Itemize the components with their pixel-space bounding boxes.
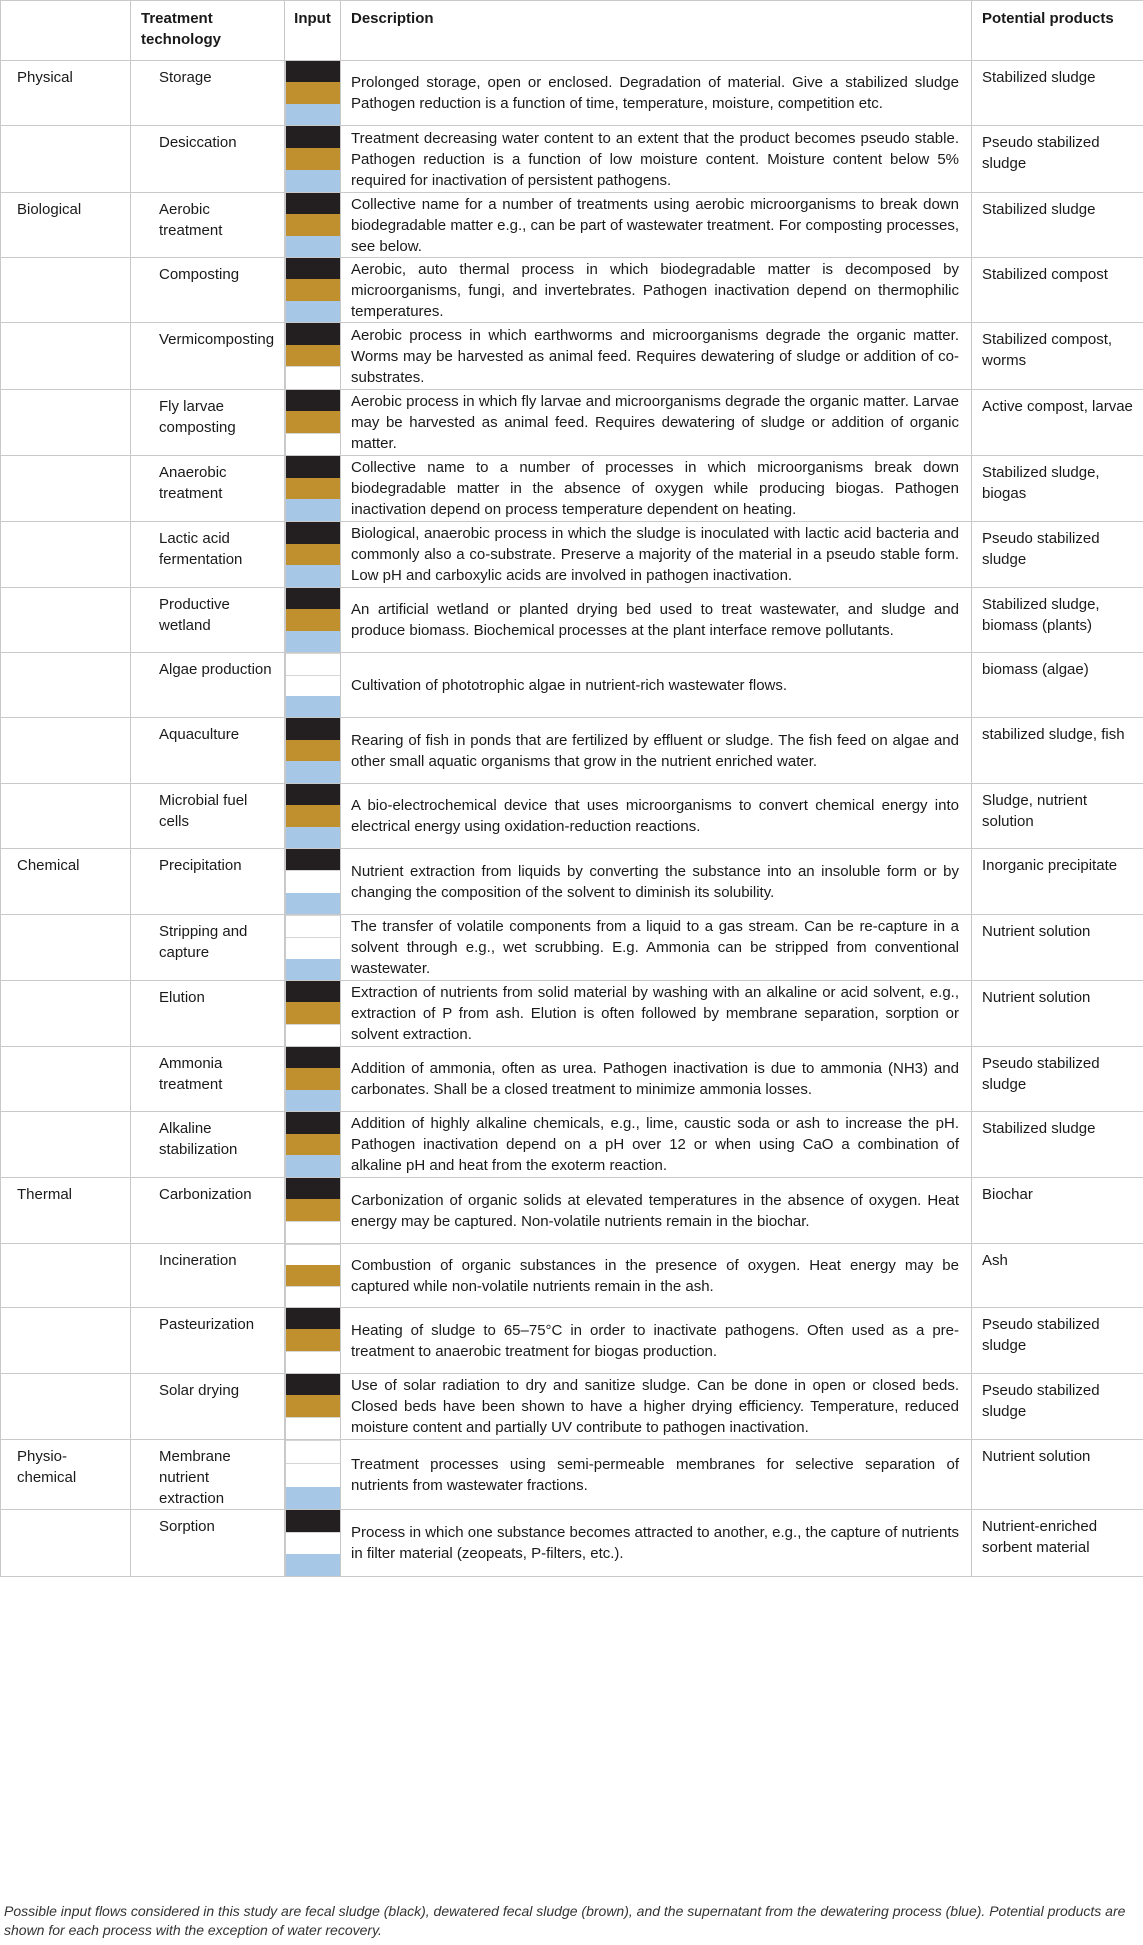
table-row — [1, 588, 1143, 653]
products-cell: Stabilized sludge — [972, 1112, 1143, 1178]
category-cell — [1, 1374, 131, 1440]
input-flow-indicator — [285, 718, 340, 783]
category-cell — [1, 1112, 131, 1178]
input-flow-indicator — [285, 456, 340, 521]
input-cell — [285, 588, 341, 653]
category-cell — [1, 915, 131, 981]
table-row — [1, 1374, 1143, 1440]
description-cell: Biological, anaerobic process in which the sludge is inoculated with lactic acid bacteria and commonly also a co-substrate. Preserve a majority of the material in a pseudo stable form. Low pH and carboxylic acids are involved in pathogen inactivation. — [341, 522, 972, 588]
products-cell: Nutrient solution — [972, 981, 1143, 1047]
input-bar-brown — [286, 148, 340, 170]
input-bar-white — [286, 937, 340, 959]
input-bar-blue — [286, 499, 340, 521]
input-bar-blue — [286, 1155, 340, 1177]
category-cell — [1, 718, 131, 784]
input-bar-blue — [286, 236, 340, 257]
description-cell: Process in which one substance becomes attracted to another, e.g., the capture of nutrients in filter material (zeopeats, P-filters, etc.). — [341, 1510, 972, 1577]
input-bar-brown — [286, 478, 340, 500]
input-bar-black — [286, 1308, 340, 1329]
input-flow-indicator — [285, 1112, 340, 1177]
category-cell — [1, 1308, 131, 1374]
input-bar-blue — [286, 631, 340, 652]
input-cell — [285, 1112, 341, 1178]
input-flow-indicator — [285, 126, 340, 192]
input-bar-black — [286, 1374, 340, 1395]
description-cell: Heating of sludge to 65–75°C in order to inactivate pathogens. Often used as a pre-treatment to anaerobic treatment for biogas production. — [341, 1308, 972, 1374]
products-cell: Stabilized sludge, biogas — [972, 456, 1143, 522]
input-cell — [285, 323, 341, 390]
input-bar-black — [286, 849, 340, 870]
input-bar-black — [286, 784, 340, 805]
description-cell: Combustion of organic substances in the presence of oxygen. Heat energy may be captured while non-volatile nutrients remain in the ash. — [341, 1244, 972, 1308]
input-bar-black — [286, 323, 340, 345]
table-body — [1, 61, 1143, 1577]
products-cell: Pseudo stabilized sludge — [972, 1047, 1143, 1112]
technology-cell: Aquaculture — [131, 718, 285, 784]
table-caption: Possible input flows considered in this study are fecal sludge (black), dewatered fecal sludge (brown), and the supernatant from the dewatering process (blue). Potential products are shown for each process with the exception of water recovery. — [4, 1903, 1126, 1938]
input-bar-black — [286, 522, 340, 544]
header-input: Input — [285, 1, 341, 61]
table-row — [1, 323, 1143, 390]
category-cell — [1, 981, 131, 1047]
table-row — [1, 718, 1143, 784]
header-description: Description — [341, 1, 972, 61]
input-flow-indicator — [285, 1178, 340, 1243]
input-bar-white — [286, 1351, 340, 1373]
input-bar-black — [286, 390, 340, 411]
description-cell: Aerobic process in which fly larvae and microorganisms degrade the organic matter. Larvae may be harvested as animal feed. Requires dewatering of sludge or addition of organic matter. — [341, 390, 972, 456]
products-cell: Active compost, larvae — [972, 390, 1143, 456]
products-cell: Stabilized compost, worms — [972, 323, 1143, 390]
input-cell — [285, 390, 341, 456]
category-cell: Physio-chemical — [1, 1440, 131, 1510]
input-cell — [285, 718, 341, 784]
input-bar-white — [286, 366, 340, 389]
input-flow-indicator — [285, 390, 340, 455]
input-bar-blue — [286, 301, 340, 322]
products-cell: Pseudo stabilized sludge — [972, 1308, 1143, 1374]
input-cell — [285, 849, 341, 915]
input-cell — [285, 653, 341, 718]
products-cell: Nutrient solution — [972, 1440, 1143, 1510]
input-bar-blue — [286, 761, 340, 783]
input-bar-brown — [286, 805, 340, 826]
input-bar-white — [286, 1221, 340, 1243]
description-cell: Collective name to a number of processes in which microorganisms break down biodegradable matter in the absence of oxygen while producing biogas. Pathogen inactivation depend on process temperature dependent on heating. — [341, 456, 972, 522]
input-bar-brown — [286, 1199, 340, 1220]
input-flow-indicator — [285, 849, 340, 914]
input-bar-white — [286, 870, 340, 892]
input-cell — [285, 1047, 341, 1112]
table-row — [1, 784, 1143, 849]
input-cell — [285, 915, 341, 981]
description-cell: Collective name for a number of treatments using aerobic microorganisms to break down biodegradable matter e.g., can be part of wastewater treatment. For composting processes, see below. — [341, 193, 972, 258]
technology-cell: Stripping and capture — [131, 915, 285, 981]
input-bar-blue — [286, 170, 340, 192]
category-cell: Chemical — [1, 849, 131, 915]
description-cell: Carbonization of organic solids at elevated temperatures in the absence of oxygen. Heat energy may be captured. Non-volatile nutrients remain in the biochar. — [341, 1178, 972, 1244]
input-bar-blue — [286, 1487, 340, 1509]
input-flow-indicator — [285, 588, 340, 652]
description-cell: The transfer of volatile components from a liquid to a gas stream. Can be re-capture in a solvent through e.g., wet scrubbing. E.g. Ammonia can be stripped from conventional wastewater. — [341, 915, 972, 981]
products-cell: Stabilized sludge, biomass (plants) — [972, 588, 1143, 653]
category-cell — [1, 588, 131, 653]
products-cell: Pseudo stabilized sludge — [972, 522, 1143, 588]
input-bar-black — [286, 456, 340, 478]
table-row — [1, 390, 1143, 456]
category-cell — [1, 1510, 131, 1577]
input-flow-indicator — [285, 323, 340, 389]
products-cell: Nutrient-enriched sorbent material — [972, 1510, 1143, 1577]
technology-cell: Vermicomposting — [131, 323, 285, 390]
technology-cell: Precipitation — [131, 849, 285, 915]
input-cell — [285, 456, 341, 522]
input-cell — [285, 1308, 341, 1374]
input-flow-indicator — [285, 653, 340, 717]
category-cell — [1, 1244, 131, 1308]
input-bar-black — [286, 61, 340, 82]
input-bar-white — [286, 915, 340, 937]
input-bar-white — [286, 653, 340, 675]
table-row — [1, 1047, 1143, 1112]
header-products: Potential products — [972, 1, 1143, 61]
input-bar-black — [286, 1510, 340, 1532]
technology-cell: Composting — [131, 258, 285, 323]
input-bar-black — [286, 981, 340, 1002]
technology-cell: Sorption — [131, 1510, 285, 1577]
technology-cell: Incineration — [131, 1244, 285, 1308]
input-cell — [285, 1178, 341, 1244]
table-row — [1, 849, 1143, 915]
products-cell: Ash — [972, 1244, 1143, 1308]
technology-cell: Desiccation — [131, 126, 285, 193]
products-cell: Stabilized sludge — [972, 61, 1143, 126]
input-bar-brown — [286, 1395, 340, 1416]
table-row — [1, 981, 1143, 1047]
input-bar-black — [286, 1112, 340, 1134]
category-cell — [1, 390, 131, 456]
input-bar-white — [286, 1532, 340, 1555]
input-flow-indicator — [285, 1244, 340, 1307]
technology-cell: Microbial fuel cells — [131, 784, 285, 849]
input-cell — [285, 784, 341, 849]
input-flow-indicator — [285, 193, 340, 257]
input-bar-white — [286, 1244, 340, 1265]
table-row — [1, 1308, 1143, 1374]
input-flow-indicator — [285, 1308, 340, 1373]
input-bar-blue — [286, 696, 340, 717]
input-flow-indicator — [285, 1047, 340, 1111]
products-cell: biomass (algae) — [972, 653, 1143, 718]
description-cell: Cultivation of phototrophic algae in nutrient-rich wastewater flows. — [341, 653, 972, 718]
header-technology: Treatment technology — [131, 1, 285, 61]
input-cell — [285, 522, 341, 588]
input-bar-brown — [286, 609, 340, 630]
technology-cell: Membrane nutrient extraction — [131, 1440, 285, 1510]
technology-cell: Carbonization — [131, 1178, 285, 1244]
input-bar-blue — [286, 827, 340, 848]
category-cell — [1, 1047, 131, 1112]
input-flow-indicator — [285, 1440, 340, 1509]
table-row — [1, 61, 1143, 126]
input-cell — [285, 258, 341, 323]
input-bar-white — [286, 433, 340, 455]
table-row — [1, 1510, 1143, 1577]
input-bar-blue — [286, 104, 340, 125]
table-row — [1, 915, 1143, 981]
input-bar-black — [286, 1047, 340, 1068]
input-cell — [285, 1374, 341, 1440]
header-category — [1, 1, 131, 61]
input-bar-black — [286, 588, 340, 609]
category-cell: Thermal — [1, 1178, 131, 1244]
description-cell: Addition of ammonia, often as urea. Pathogen inactivation is due to ammonia (NH3) and carbonates. Shall be a closed treatment to minimize ammonia losses. — [341, 1047, 972, 1112]
input-bar-blue — [286, 893, 340, 914]
input-bar-brown — [286, 1068, 340, 1089]
input-flow-indicator — [285, 1510, 340, 1576]
input-bar-brown — [286, 214, 340, 235]
products-cell: Nutrient solution — [972, 915, 1143, 981]
input-bar-blue — [286, 959, 340, 980]
input-bar-black — [286, 193, 340, 214]
products-cell: Pseudo stabilized sludge — [972, 1374, 1143, 1440]
input-bar-white — [286, 1440, 340, 1463]
input-bar-brown — [286, 544, 340, 566]
description-cell: A bio-electrochemical device that uses microorganisms to convert chemical energy into electrical energy using oxidation-reduction reactions. — [341, 784, 972, 849]
technology-cell: Aerobic treatment — [131, 193, 285, 258]
description-cell: Treatment decreasing water content to an extent that the product becomes pseudo stable. Pathogen reduction is a function of low moisture content. Moisture content below 5% required for inactivation of persistent pathogens. — [341, 126, 972, 193]
technology-cell: Algae production — [131, 653, 285, 718]
category-cell: Physical — [1, 61, 131, 126]
input-bar-brown — [286, 345, 340, 367]
table-row — [1, 1244, 1143, 1308]
table-row — [1, 456, 1143, 522]
category-cell — [1, 258, 131, 323]
description-cell: Aerobic, auto thermal process in which biodegradable matter is decomposed by microorganisms, fungi, and invertebrates. Pathogen inactivation depend on thermophilic temperatures. — [341, 258, 972, 323]
description-cell: Extraction of nutrients from solid material by washing with an alkaline or acid solvent, e.g., extraction of P from ash. Elution is often followed by membrane separation, sorption or solvent extraction. — [341, 981, 972, 1047]
category-cell — [1, 653, 131, 718]
table-header-row — [1, 1, 1143, 61]
input-cell — [285, 1510, 341, 1577]
input-bar-brown — [286, 740, 340, 762]
table-row — [1, 193, 1143, 258]
category-cell — [1, 784, 131, 849]
input-flow-indicator — [285, 258, 340, 322]
description-cell: Nutrient extraction from liquids by converting the substance into an insoluble form or by changing the composition of the solvent to diminish its solubility. — [341, 849, 972, 915]
table-row — [1, 522, 1143, 588]
table-row — [1, 1440, 1143, 1510]
products-cell: stabilized sludge, fish — [972, 718, 1143, 784]
input-bar-white — [286, 1024, 340, 1046]
input-bar-white — [286, 1286, 340, 1307]
input-cell — [285, 61, 341, 126]
technology-cell: Solar drying — [131, 1374, 285, 1440]
input-flow-indicator — [285, 915, 340, 980]
input-bar-brown — [286, 279, 340, 300]
input-bar-brown — [286, 1134, 340, 1156]
category-cell — [1, 323, 131, 390]
table-row — [1, 126, 1143, 193]
products-cell: Stabilized sludge — [972, 193, 1143, 258]
table-row — [1, 653, 1143, 718]
description-cell: Addition of highly alkaline chemicals, e.g., lime, caustic soda or ash to increase the pH. Pathogen inactivation depend on a pH over 12 or when using CaO a combination of alkaline pH and heat from the exoterm reaction. — [341, 1112, 972, 1178]
input-bar-brown — [286, 1002, 340, 1023]
products-cell: Stabilized compost — [972, 258, 1143, 323]
description-cell: An artificial wetland or planted drying bed used to treat wastewater, and sludge and produce biomass. Biochemical processes at the plant interface remove pollutants. — [341, 588, 972, 653]
input-bar-black — [286, 718, 340, 740]
technology-cell: Storage — [131, 61, 285, 126]
input-bar-black — [286, 1178, 340, 1199]
input-flow-indicator — [285, 522, 340, 587]
category-cell — [1, 126, 131, 193]
input-flow-indicator — [285, 981, 340, 1046]
input-cell — [285, 981, 341, 1047]
description-cell: Use of solar radiation to dry and sanitize sludge. Can be done in open or closed beds. Closed beds have been shown to have a higher drying efficiency. Temperature, reduced moisture content and partially UV contribute to pathogen inactivation. — [341, 1374, 972, 1440]
input-bar-blue — [286, 1090, 340, 1111]
technology-cell: Fly larvae composting — [131, 390, 285, 456]
technology-cell: Elution — [131, 981, 285, 1047]
input-bar-brown — [286, 411, 340, 432]
description-cell: Rearing of fish in ponds that are fertilized by effluent or sludge. The fish feed on algae and other small aquatic organisms that grow in the nutrient enriched water. — [341, 718, 972, 784]
category-cell — [1, 456, 131, 522]
technology-cell: Alkaline stabilization — [131, 1112, 285, 1178]
technology-cell: Pasteurization — [131, 1308, 285, 1374]
input-bar-white — [286, 1417, 340, 1439]
input-flow-indicator — [285, 61, 340, 125]
technology-cell: Lactic acid fermentation — [131, 522, 285, 588]
input-bar-brown — [286, 1265, 340, 1285]
technology-cell: Anaerobic treatment — [131, 456, 285, 522]
input-bar-brown — [286, 1329, 340, 1350]
input-bar-white — [286, 1463, 340, 1486]
description-cell: Aerobic process in which earthworms and microorganisms degrade the organic matter. Worms may be harvested as animal feed. Requires dewatering of sludge or addition of co-substrates. — [341, 323, 972, 390]
input-bar-black — [286, 258, 340, 279]
input-cell — [285, 126, 341, 193]
input-bar-brown — [286, 82, 340, 103]
input-flow-indicator — [285, 1374, 340, 1439]
input-bar-blue — [286, 565, 340, 587]
technology-cell: Productive wetland — [131, 588, 285, 653]
category-cell — [1, 522, 131, 588]
table-row — [1, 258, 1143, 323]
category-cell: Biological — [1, 193, 131, 258]
input-cell — [285, 193, 341, 258]
technology-cell: Ammonia treatment — [131, 1047, 285, 1112]
products-cell: Biochar — [972, 1178, 1143, 1244]
products-cell: Sludge, nutrient solution — [972, 784, 1143, 849]
products-cell: Pseudo stabilized sludge — [972, 126, 1143, 193]
input-cell — [285, 1244, 341, 1308]
description-cell: Prolonged storage, open or enclosed. Degradation of material. Give a stabilized sludge Pathogen reduction is a function of time, temperature, moisture, competition etc. — [341, 61, 972, 126]
table-row — [1, 1112, 1143, 1178]
description-cell: Treatment processes using semi-permeable membranes for selective separation of nutrients from wastewater fractions. — [341, 1440, 972, 1510]
products-cell: Inorganic precipitate — [972, 849, 1143, 915]
input-bar-white — [286, 675, 340, 697]
table-row — [1, 1178, 1143, 1244]
input-cell — [285, 1440, 341, 1510]
input-flow-indicator — [285, 784, 340, 848]
input-bar-black — [286, 126, 340, 148]
input-bar-blue — [286, 1554, 340, 1576]
